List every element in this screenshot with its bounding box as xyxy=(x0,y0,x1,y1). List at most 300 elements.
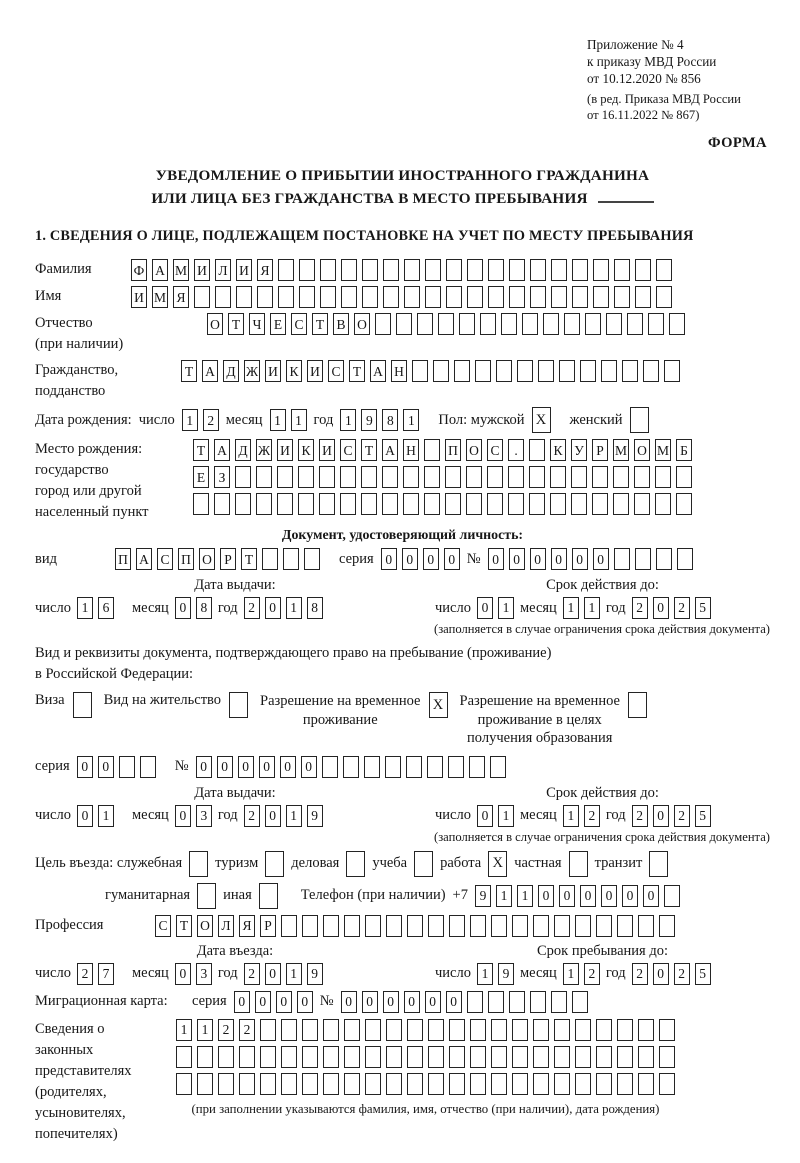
char-box[interactable] xyxy=(630,407,649,433)
char-box[interactable]: В xyxy=(333,313,349,335)
char-box[interactable]: Т xyxy=(193,439,209,461)
char-box[interactable] xyxy=(508,493,524,515)
char-box[interactable]: К xyxy=(550,439,566,461)
char-box[interactable] xyxy=(677,548,693,570)
char-box[interactable] xyxy=(365,915,381,937)
char-box[interactable]: М xyxy=(613,439,629,461)
char-box[interactable] xyxy=(593,259,609,281)
char-box[interactable]: 0 xyxy=(477,597,493,619)
char-box[interactable]: 1 xyxy=(584,597,600,619)
char-box[interactable] xyxy=(554,915,570,937)
char-box[interactable]: Ч xyxy=(249,313,265,335)
char-box[interactable] xyxy=(386,1046,402,1068)
char-box[interactable]: 0 xyxy=(477,805,493,827)
char-box[interactable] xyxy=(361,466,377,488)
char-box[interactable] xyxy=(572,991,588,1013)
char-box[interactable] xyxy=(299,259,315,281)
char-box[interactable] xyxy=(427,756,443,778)
char-box[interactable] xyxy=(529,466,545,488)
char-box[interactable] xyxy=(322,756,338,778)
char-box[interactable] xyxy=(488,259,504,281)
char-box[interactable]: 0 xyxy=(265,963,281,985)
char-box[interactable]: Е xyxy=(270,313,286,335)
char-box[interactable]: 0 xyxy=(653,805,669,827)
char-box[interactable] xyxy=(530,991,546,1013)
char-box[interactable] xyxy=(543,313,559,335)
char-box[interactable]: 1 xyxy=(563,963,579,985)
char-box[interactable] xyxy=(323,1019,339,1041)
char-box[interactable]: Р xyxy=(220,548,236,570)
char-box[interactable]: 0 xyxy=(280,756,296,778)
char-box[interactable]: 1 xyxy=(403,409,419,431)
char-box[interactable] xyxy=(659,915,675,937)
char-box[interactable] xyxy=(638,1073,654,1095)
char-box[interactable]: X xyxy=(532,407,551,433)
char-box[interactable]: С xyxy=(328,360,344,382)
char-box[interactable] xyxy=(669,313,685,335)
char-box[interactable] xyxy=(299,286,315,308)
char-box[interactable] xyxy=(575,1019,591,1041)
char-box[interactable]: 2 xyxy=(632,963,648,985)
char-box[interactable] xyxy=(659,1046,675,1068)
char-box[interactable]: 0 xyxy=(643,885,659,907)
char-box[interactable]: А xyxy=(202,360,218,382)
char-box[interactable] xyxy=(140,756,156,778)
char-box[interactable] xyxy=(236,286,252,308)
char-box[interactable]: Б xyxy=(676,439,692,461)
char-box[interactable]: 9 xyxy=(307,805,323,827)
char-box[interactable]: Л xyxy=(215,259,231,281)
char-box[interactable] xyxy=(613,493,629,515)
char-box[interactable] xyxy=(655,493,671,515)
char-box[interactable] xyxy=(119,756,135,778)
char-box[interactable] xyxy=(530,259,546,281)
char-box[interactable]: 0 xyxy=(559,885,575,907)
char-box[interactable] xyxy=(281,915,297,937)
char-box[interactable] xyxy=(509,286,525,308)
char-box[interactable] xyxy=(344,1073,360,1095)
char-box[interactable]: 0 xyxy=(175,805,191,827)
char-box[interactable] xyxy=(433,360,449,382)
char-box[interactable] xyxy=(235,466,251,488)
char-box[interactable]: О xyxy=(197,915,213,937)
char-box[interactable] xyxy=(467,259,483,281)
char-box[interactable] xyxy=(259,883,278,909)
char-box[interactable] xyxy=(278,286,294,308)
char-box[interactable]: П xyxy=(178,548,194,570)
char-box[interactable] xyxy=(265,851,284,877)
char-box[interactable]: 0 xyxy=(402,548,418,570)
char-box[interactable] xyxy=(575,1046,591,1068)
char-box[interactable]: Ж xyxy=(244,360,260,382)
char-box[interactable] xyxy=(614,259,630,281)
char-box[interactable] xyxy=(319,466,335,488)
char-box[interactable] xyxy=(302,915,318,937)
char-box[interactable] xyxy=(218,1046,234,1068)
char-box[interactable] xyxy=(572,286,588,308)
char-box[interactable]: 1 xyxy=(176,1019,192,1041)
char-box[interactable] xyxy=(551,259,567,281)
char-box[interactable] xyxy=(229,692,248,718)
char-box[interactable]: К xyxy=(286,360,302,382)
char-box[interactable]: 0 xyxy=(265,805,281,827)
char-box[interactable] xyxy=(449,1046,465,1068)
char-box[interactable] xyxy=(454,360,470,382)
char-box[interactable] xyxy=(438,313,454,335)
char-box[interactable] xyxy=(262,548,278,570)
char-box[interactable] xyxy=(656,286,672,308)
char-box[interactable]: 0 xyxy=(297,991,313,1013)
char-box[interactable]: 0 xyxy=(255,991,271,1013)
char-box[interactable] xyxy=(362,259,378,281)
char-box[interactable] xyxy=(407,1046,423,1068)
char-box[interactable]: 0 xyxy=(530,548,546,570)
char-box[interactable]: П xyxy=(115,548,131,570)
char-box[interactable]: 9 xyxy=(307,963,323,985)
char-box[interactable]: 0 xyxy=(425,991,441,1013)
char-box[interactable] xyxy=(323,915,339,937)
char-box[interactable]: О xyxy=(354,313,370,335)
char-box[interactable] xyxy=(659,1019,675,1041)
char-box[interactable] xyxy=(601,360,617,382)
char-box[interactable]: Т xyxy=(181,360,197,382)
char-box[interactable]: 1 xyxy=(498,597,514,619)
char-box[interactable] xyxy=(551,991,567,1013)
char-box[interactable]: . xyxy=(508,439,524,461)
char-box[interactable] xyxy=(176,1046,192,1068)
char-box[interactable] xyxy=(257,286,273,308)
char-box[interactable] xyxy=(428,1019,444,1041)
char-box[interactable] xyxy=(281,1019,297,1041)
char-box[interactable] xyxy=(638,1019,654,1041)
char-box[interactable] xyxy=(593,286,609,308)
char-box[interactable]: И xyxy=(131,286,147,308)
char-box[interactable]: 0 xyxy=(601,885,617,907)
char-box[interactable]: Ф xyxy=(131,259,147,281)
char-box[interactable]: 2 xyxy=(244,963,260,985)
char-box[interactable]: Д xyxy=(223,360,239,382)
char-box[interactable] xyxy=(517,360,533,382)
char-box[interactable] xyxy=(512,915,528,937)
char-box[interactable]: А xyxy=(370,360,386,382)
char-box[interactable] xyxy=(496,360,512,382)
char-box[interactable] xyxy=(596,915,612,937)
char-box[interactable] xyxy=(256,493,272,515)
char-box[interactable]: 0 xyxy=(551,548,567,570)
char-box[interactable]: С xyxy=(291,313,307,335)
char-box[interactable]: 6 xyxy=(98,597,114,619)
char-box[interactable]: 0 xyxy=(572,548,588,570)
char-box[interactable] xyxy=(490,756,506,778)
char-box[interactable]: 5 xyxy=(695,597,711,619)
char-box[interactable] xyxy=(649,851,668,877)
char-box[interactable] xyxy=(606,313,622,335)
char-box[interactable]: 0 xyxy=(259,756,275,778)
char-box[interactable] xyxy=(197,883,216,909)
char-box[interactable] xyxy=(571,466,587,488)
char-box[interactable]: О xyxy=(199,548,215,570)
char-box[interactable] xyxy=(215,286,231,308)
char-box[interactable] xyxy=(554,1046,570,1068)
char-box[interactable]: 0 xyxy=(98,756,114,778)
char-box[interactable] xyxy=(459,313,475,335)
char-box[interactable] xyxy=(487,493,503,515)
char-box[interactable] xyxy=(320,286,336,308)
char-box[interactable]: X xyxy=(429,692,448,718)
char-box[interactable]: 2 xyxy=(77,963,93,985)
char-box[interactable] xyxy=(362,286,378,308)
char-box[interactable]: З xyxy=(214,466,230,488)
char-box[interactable] xyxy=(533,1019,549,1041)
char-box[interactable] xyxy=(488,991,504,1013)
char-box[interactable]: 2 xyxy=(203,409,219,431)
char-box[interactable]: 0 xyxy=(238,756,254,778)
char-box[interactable] xyxy=(396,313,412,335)
char-box[interactable]: 1 xyxy=(182,409,198,431)
char-box[interactable]: 1 xyxy=(563,597,579,619)
char-box[interactable]: П xyxy=(445,439,461,461)
char-box[interactable] xyxy=(302,1019,318,1041)
char-box[interactable] xyxy=(659,1073,675,1095)
char-box[interactable] xyxy=(235,493,251,515)
char-box[interactable]: 9 xyxy=(361,409,377,431)
char-box[interactable]: 0 xyxy=(488,548,504,570)
char-box[interactable] xyxy=(635,548,651,570)
char-box[interactable] xyxy=(428,1046,444,1068)
char-box[interactable]: И xyxy=(319,439,335,461)
char-box[interactable] xyxy=(613,466,629,488)
char-box[interactable] xyxy=(656,259,672,281)
char-box[interactable]: 1 xyxy=(291,409,307,431)
char-box[interactable]: 1 xyxy=(496,885,512,907)
char-box[interactable] xyxy=(480,313,496,335)
char-box[interactable] xyxy=(634,493,650,515)
char-box[interactable] xyxy=(571,493,587,515)
char-box[interactable] xyxy=(298,466,314,488)
char-box[interactable]: 0 xyxy=(446,991,462,1013)
char-box[interactable] xyxy=(551,286,567,308)
char-box[interactable] xyxy=(622,360,638,382)
char-box[interactable]: Т xyxy=(241,548,257,570)
char-box[interactable]: 0 xyxy=(381,548,397,570)
char-box[interactable]: 0 xyxy=(362,991,378,1013)
char-box[interactable] xyxy=(550,493,566,515)
char-box[interactable] xyxy=(365,1073,381,1095)
char-box[interactable] xyxy=(617,915,633,937)
char-box[interactable]: 2 xyxy=(674,805,690,827)
char-box[interactable] xyxy=(638,915,654,937)
char-box[interactable] xyxy=(446,286,462,308)
char-box[interactable]: 0 xyxy=(580,885,596,907)
char-box[interactable] xyxy=(488,286,504,308)
char-box[interactable]: 1 xyxy=(563,805,579,827)
char-box[interactable] xyxy=(614,548,630,570)
char-box[interactable] xyxy=(550,466,566,488)
char-box[interactable] xyxy=(470,1019,486,1041)
char-box[interactable] xyxy=(425,286,441,308)
char-box[interactable]: 0 xyxy=(301,756,317,778)
char-box[interactable] xyxy=(533,915,549,937)
char-box[interactable] xyxy=(470,1046,486,1068)
char-box[interactable] xyxy=(386,1019,402,1041)
char-box[interactable]: С xyxy=(157,548,173,570)
char-box[interactable] xyxy=(239,1046,255,1068)
char-box[interactable]: 0 xyxy=(265,597,281,619)
char-box[interactable]: 0 xyxy=(217,756,233,778)
char-box[interactable]: 0 xyxy=(77,805,93,827)
char-box[interactable]: Т xyxy=(176,915,192,937)
char-box[interactable] xyxy=(278,259,294,281)
char-box[interactable] xyxy=(554,1019,570,1041)
char-box[interactable]: 1 xyxy=(197,1019,213,1041)
char-box[interactable]: 0 xyxy=(175,597,191,619)
char-box[interactable] xyxy=(277,466,293,488)
char-box[interactable]: 7 xyxy=(98,963,114,985)
char-box[interactable]: Т xyxy=(349,360,365,382)
char-box[interactable]: 1 xyxy=(286,805,302,827)
char-box[interactable] xyxy=(281,1046,297,1068)
char-box[interactable]: Р xyxy=(592,439,608,461)
char-box[interactable] xyxy=(412,360,428,382)
char-box[interactable] xyxy=(407,1019,423,1041)
char-box[interactable]: М xyxy=(152,286,168,308)
char-box[interactable] xyxy=(572,259,588,281)
char-box[interactable] xyxy=(403,493,419,515)
char-box[interactable] xyxy=(383,259,399,281)
char-box[interactable]: 0 xyxy=(423,548,439,570)
char-box[interactable]: 2 xyxy=(584,805,600,827)
char-box[interactable] xyxy=(592,466,608,488)
char-box[interactable]: 0 xyxy=(444,548,460,570)
char-box[interactable] xyxy=(575,915,591,937)
char-box[interactable]: Н xyxy=(403,439,419,461)
char-box[interactable]: А xyxy=(152,259,168,281)
char-box[interactable] xyxy=(364,756,380,778)
char-box[interactable]: Д xyxy=(235,439,251,461)
char-box[interactable] xyxy=(386,915,402,937)
char-box[interactable] xyxy=(448,756,464,778)
char-box[interactable] xyxy=(382,466,398,488)
char-box[interactable] xyxy=(446,259,462,281)
char-box[interactable] xyxy=(580,360,596,382)
char-box[interactable]: 0 xyxy=(276,991,292,1013)
char-box[interactable]: 2 xyxy=(584,963,600,985)
char-box[interactable] xyxy=(383,286,399,308)
char-box[interactable] xyxy=(425,259,441,281)
char-box[interactable] xyxy=(585,313,601,335)
char-box[interactable]: О xyxy=(634,439,650,461)
char-box[interactable] xyxy=(340,466,356,488)
char-box[interactable]: 2 xyxy=(218,1019,234,1041)
char-box[interactable]: 1 xyxy=(498,805,514,827)
char-box[interactable] xyxy=(375,313,391,335)
char-box[interactable]: 1 xyxy=(477,963,493,985)
char-box[interactable]: 0 xyxy=(341,991,357,1013)
char-box[interactable] xyxy=(302,1073,318,1095)
char-box[interactable]: Н xyxy=(391,360,407,382)
char-box[interactable] xyxy=(509,259,525,281)
char-box[interactable]: 8 xyxy=(196,597,212,619)
char-box[interactable] xyxy=(466,466,482,488)
char-box[interactable] xyxy=(193,493,209,515)
char-box[interactable] xyxy=(298,493,314,515)
char-box[interactable] xyxy=(414,851,433,877)
char-box[interactable]: Т xyxy=(361,439,377,461)
char-box[interactable]: 8 xyxy=(382,409,398,431)
char-box[interactable] xyxy=(449,1019,465,1041)
char-box[interactable]: Я xyxy=(239,915,255,937)
char-box[interactable] xyxy=(445,466,461,488)
char-box[interactable] xyxy=(403,466,419,488)
char-box[interactable] xyxy=(260,1046,276,1068)
char-box[interactable] xyxy=(277,493,293,515)
char-box[interactable] xyxy=(466,493,482,515)
char-box[interactable]: 0 xyxy=(196,756,212,778)
char-box[interactable]: 1 xyxy=(340,409,356,431)
char-box[interactable]: 0 xyxy=(593,548,609,570)
char-box[interactable] xyxy=(634,466,650,488)
char-box[interactable]: 0 xyxy=(77,756,93,778)
char-box[interactable] xyxy=(491,915,507,937)
char-box[interactable] xyxy=(635,286,651,308)
char-box[interactable]: И xyxy=(194,259,210,281)
char-box[interactable]: 1 xyxy=(286,597,302,619)
char-box[interactable] xyxy=(655,466,671,488)
char-box[interactable] xyxy=(302,1046,318,1068)
char-box[interactable] xyxy=(638,1046,654,1068)
char-box[interactable]: 1 xyxy=(517,885,533,907)
char-box[interactable]: 1 xyxy=(270,409,286,431)
char-box[interactable] xyxy=(533,1073,549,1095)
char-box[interactable] xyxy=(491,1046,507,1068)
char-box[interactable]: 0 xyxy=(234,991,250,1013)
char-box[interactable] xyxy=(197,1073,213,1095)
char-box[interactable]: 8 xyxy=(307,597,323,619)
char-box[interactable]: К xyxy=(298,439,314,461)
char-box[interactable] xyxy=(424,466,440,488)
char-box[interactable] xyxy=(260,1019,276,1041)
char-box[interactable] xyxy=(445,493,461,515)
char-box[interactable] xyxy=(628,692,647,718)
char-box[interactable]: Т xyxy=(312,313,328,335)
char-box[interactable] xyxy=(260,1073,276,1095)
char-box[interactable] xyxy=(529,439,545,461)
char-box[interactable] xyxy=(407,915,423,937)
char-box[interactable]: 0 xyxy=(404,991,420,1013)
char-box[interactable] xyxy=(664,360,680,382)
char-box[interactable] xyxy=(344,1019,360,1041)
char-box[interactable] xyxy=(424,493,440,515)
char-box[interactable] xyxy=(341,286,357,308)
char-box[interactable] xyxy=(428,915,444,937)
char-box[interactable] xyxy=(323,1046,339,1068)
char-box[interactable] xyxy=(341,259,357,281)
char-box[interactable] xyxy=(509,991,525,1013)
char-box[interactable] xyxy=(656,548,672,570)
char-box[interactable] xyxy=(529,493,545,515)
char-box[interactable]: О xyxy=(466,439,482,461)
char-box[interactable]: И xyxy=(265,360,281,382)
char-box[interactable] xyxy=(487,466,503,488)
char-box[interactable]: 0 xyxy=(653,597,669,619)
char-box[interactable] xyxy=(470,1073,486,1095)
char-box[interactable]: 0 xyxy=(175,963,191,985)
char-box[interactable] xyxy=(340,493,356,515)
char-box[interactable] xyxy=(382,493,398,515)
char-box[interactable]: 1 xyxy=(98,805,114,827)
char-box[interactable] xyxy=(491,1073,507,1095)
char-box[interactable] xyxy=(470,915,486,937)
